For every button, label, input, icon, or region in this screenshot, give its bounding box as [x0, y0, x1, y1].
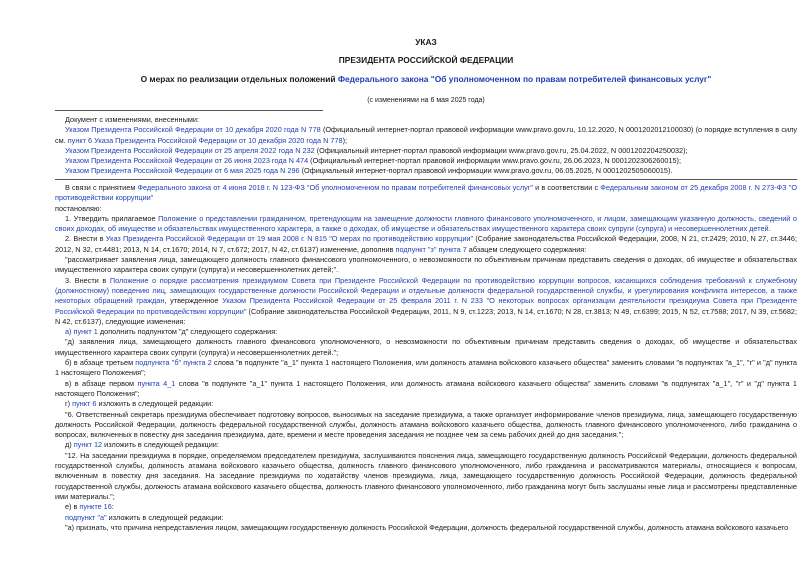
item-v: в) в абзаце первом пункта 4_1 слова "в подпункте "а_1" пункта 1 настоящего Положения, или должность атамана войскового казачьего общества" заменить словами "в подпунктах "а_1", "г" и "д" пункта 1 настоящего Положения"; — [55, 378, 797, 398]
item-e1: подпункт "а" изложить в следующей редакции: — [65, 512, 224, 522]
amendment-item: Указом Президента Российской Федерации от 26 июня 2023 года N 474 (Официальный интернет-портал правовой информации www.pravo.gov.ru, 26.06.2023, N 0001202306260015); — [65, 156, 682, 166]
document-subtitle: (с изменениями на 6 мая 2025 года) — [367, 97, 485, 104]
decree-heading: УКАЗ — [415, 37, 437, 47]
regulation-link[interactable]: Положение о представлении гражданином, претендующим на замещение должности главного финансового уполномоченного, и лицом, замещающим указанную должность, сведений о своих доходах, об имуществе и обязательствах имущественного характера, а также о доходах, об имуществе и обязательствах имущественного характера своих супруги (супруга) и несовершеннолетних детей — [55, 213, 797, 234]
item-b: б) в абзаце третьем подпункта "б" пункта 2 слова "в подпункте "а_1" пункта 1 настоящего Положения, или должность атамана войскового казачьего общества" заменить словами "в подпунктах "а_1", "г" и "д" пункта 1 настоящего Положения"; — [55, 358, 797, 378]
subpoint-link[interactable]: подпункт "з" пункта 7 — [395, 244, 467, 254]
amendment-item: Указом Президента Российской Федерации от 10 декабря 2020 года N 778 (Официальный интернет-портал правовой информации www.pravo.gov.ru, 10.12.2020, N 0001202012100030) (о порядке вступления в силу см. пункт 6 Указа Президента Российской Федерации от 10 декабря 2020 года N 778); — [55, 125, 797, 145]
item-g: г) пункт 6 изложить в следующей редакции: — [65, 399, 214, 409]
amendment-link[interactable]: Указом Президента Российской Федерации от 10 декабря 2020 года N 778 — [65, 125, 321, 135]
decree-link[interactable]: Указом Президента Российской Федерации от 25 февраля 2011 г. N 233 "О некоторых вопросах организации деятельности президиума Совета при Президенте Российской Федерации по противодействию коррупции" — [55, 296, 798, 316]
point-link[interactable]: пункт 6 — [72, 399, 97, 409]
law-link[interactable]: Федеральным законом от 25 декабря 2008 г. N 273-ФЗ "О противодействии коррупции" — [55, 183, 797, 203]
resolve-line: постановляю: — [55, 203, 102, 213]
title-prefix: О мерах по реализации отдельных положений — [140, 74, 338, 84]
subpoint-link[interactable]: подпункт "а" — [65, 512, 107, 522]
amendment-link[interactable]: Указом Президента Российской Федерации от 6 мая 2025 года N 296 — [65, 166, 300, 176]
decree-body — [55, 183, 797, 533]
law-link[interactable]: Федерального закона от 4 июня 2018 г. N 123-ФЗ "Об уполномоченном по правам потребителей финансовых услуг" — [137, 183, 534, 192]
point-link[interactable]: а) пункт 1 — [65, 327, 98, 337]
amendment-link[interactable]: пункт 6 Указа Президента Российской Федерации от 10 декабря 2020 года N 778 — [67, 135, 343, 145]
document-title — [55, 74, 797, 84]
quote: "а) признать, что причина непредставления лицом, замещающим государственную должность Российской Федерации, должность федеральной государственной службы, должность атамана войскового казачьего — [65, 522, 789, 532]
paragraph-3: 3. Внести в Положение о порядке рассмотрения президиумом Совета при Президенте Российской Федерации по противодействию коррупции вопросов, касающихся соблюдения требований к служебному (должностному) поведению лиц, замещающих государственные должности Российской Федерации и отдельные должности федеральной государственной службы, и урегулирования конфликта интересов, а также некоторых обращений граждан, утвержденное Указом Президента Российской Федерации от 25 февраля 2011 г. N 233 "О некоторых вопросах организации деятельности президиума Совета при Президенте Российской Федерации по противодействию коррупции" (Собрание законодательства Российской Федерации, 2011, N 9, ст.1223; 2013, N 14, ст.1670; N 28, ст.3813; N 49, ст.6399; 2015, N 52, ст.7588; 2017, N 39, ст.5682; N 42, ст.6137), следующие изменения: — [55, 275, 798, 326]
amendment-item: Указом Президента Российской Федерации от 25 апреля 2022 года N 232 (Официальный интернет-портал правовой информации www.pravo.gov.ru, 25.04.2022, N 0001202204250032); — [65, 145, 688, 155]
quote: "6. Ответственный секретарь президиума обеспечивает подготовку вопросов, выносимых на заседание президиума, а также организует информирование членов президиума, лица, замещающего государственную должность Российской Федерации, должность федеральной государственной службы, должность атамана войскового казачьего общества, должность главного финансового уполномоченного, либо гражданина о вопросах, включенных в повестку дня заседания президиума, дате, времени и месте проведения заседания не позднее чем за семь рабочих дней до дня заседания."; — [55, 409, 797, 440]
item-e: е) в пункте 16: — [65, 502, 114, 512]
paragraph-1: 1. Утвердить прилагаемое Положение о представлении гражданином, претендующим на замещение должности главного финансового уполномоченного, и лицом, замещающим указанную должность, сведений о своих доходах, об имуществе и обязательствах имущественного характера, а также о доходах, об имуществе и обязательствах имущественного характера своих супруги (супруга) и несовершеннолетних детей. — [55, 213, 797, 234]
amendment-link[interactable]: Указом Президента Российской Федерации от 26 июня 2023 года N 474 — [65, 156, 309, 166]
preamble: В связи с принятием Федерального закона от 4 июня 2018 г. N 123-ФЗ "Об уполномоченном по правам потребителей финансовых услуг" и в соответствии с Федеральным законом от 25 декабря 2008 г. N 273-ФЗ "О противодействии коррупции" — [55, 183, 797, 203]
quote: "д) заявления лица, замещающего должность главного финансового уполномоченного, о невозможности по объективным причинам представить сведения о доходах, об имуществе и обязательствах имущественного характера своих супруги (супруга) и несовершеннолетних детей."; — [55, 337, 797, 357]
point-link[interactable]: пункт 12 — [73, 440, 103, 450]
regulation-link[interactable]: Положение о порядке рассмотрения президиумом Совета при Президенте Российской Федерации по противодействию коррупции вопросов, касающихся соблюдения требований к служебному (должностному) поведению лиц, замещающих государственные должности Российской Федерации и отдельные должности федеральной государственной службы, и урегулирования конфликта интересов, а также некоторых обращений граждан — [55, 275, 797, 306]
amendments-block — [55, 115, 797, 177]
quote: "12. На заседании президиума в порядке, определяемом председателем президиума, заслушиваются пояснения лица, замещающего государственную должность Российской Федерации, должность федеральной государственной службы, должность атамана войскового казачьего общества, должность главного финансового уполномоченного, либо гражданина и рассматриваются материалы, относящиеся к вопросам, включенным в повестку дня заседания. На заседание президиума по ходатайству членов президиума, лица, замещающего государственную должность Российской Федерации, должность федеральной государственной службы, должность атамана войскового казачьего общества, должность главного финансового уполномоченного, либо гражданина могут быть заслушаны иные лица и рассмотрены представленные ими материалы."; — [55, 450, 797, 501]
title-law-link[interactable]: Федерального закона "Об уполномоченном по правам потребителей финансовых услуг" — [337, 74, 712, 84]
president-heading: ПРЕЗИДЕНТА РОССИЙСКОЙ ФЕДЕРАЦИИ — [338, 55, 514, 65]
paragraph-2: 2. Внести в Указ Президента Российской Федерации от 19 мая 2008 г. N 815 "О мерах по противодействию коррупции" (Собрание законодательства Российской Федерации, 2008, N 21, ст.2429; 2010, N 27, ст.3446; 2012, N 32, ст.4481; 2013, N 14, ст.1670; 2014, N 7, ст.672; 2017, N 42, ст.6137) изменение, дополнив подпункт "з" пункта 7 абзацем следующего содержания: — [55, 234, 797, 254]
item-d: д) пункт 12 изложить в следующей редакции: — [65, 440, 219, 450]
subpoint-link[interactable]: подпункта "б" пункта 2 — [135, 358, 212, 368]
amendment-item: Указом Президента Российской Федерации от 6 мая 2025 года N 296 (Официальный интернет-портал правовой информации www.pravo.gov.ru, 06.05.2025, N 0001202505060015). — [65, 166, 673, 176]
item-a: а) пункт 1 дополнить подпунктом "д" следующего содержания: — [65, 327, 278, 337]
point-link[interactable]: пункта 4_1 — [137, 378, 176, 388]
decree-link[interactable]: Указ Президента Российской Федерации от 19 мая 2008 г. N 815 "О мерах по противодействию коррупции" — [105, 234, 474, 244]
point-link[interactable]: пункте 16 — [79, 502, 112, 512]
top-divider — [55, 110, 323, 111]
quote: "рассматривает заявления лица, замещающего должность главного финансового уполномоченного, о невозможности по объективным причинам представить сведения о доходах, об имуществе и обязательствах имущественного характера своих супруги (супруга) и несовершеннолетних детей;". — [55, 255, 797, 275]
amendments-intro: Документ с изменениями, внесенными: — [65, 115, 199, 124]
bottom-divider — [55, 179, 797, 180]
amendment-link[interactable]: Указом Президента Российской Федерации от 25 апреля 2022 года N 232 — [65, 145, 315, 155]
